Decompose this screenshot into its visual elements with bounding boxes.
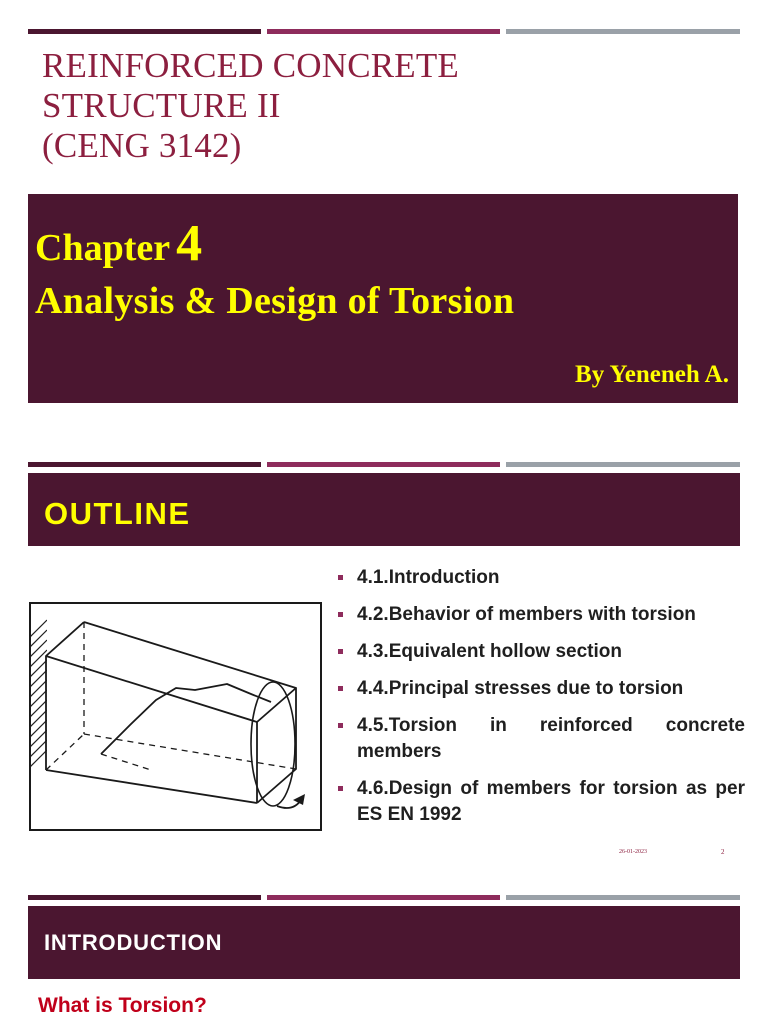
chapter-heading (35, 216, 202, 276)
author-credit: By Yeneneh A. (575, 361, 729, 388)
outline-header-bar (28, 473, 740, 546)
chapter-title: Analysis & Design of Torsion (35, 280, 515, 322)
chapter-banner (28, 194, 738, 403)
outline-item-text: 4.3.Equivalent hollow section (357, 641, 622, 662)
outline-item-text: 4.1.Introduction (357, 567, 500, 588)
middle-rule-grey (506, 462, 740, 467)
bottom-rule-mid (267, 895, 500, 900)
chapter-label: Chapter (35, 227, 171, 269)
chapter-number: 4 (176, 215, 203, 272)
torsion-beam-figure (29, 602, 322, 831)
introduction-heading: INTRODUCTION (44, 930, 223, 955)
outline-item-rc-members (337, 713, 745, 765)
outline-item-principal-stresses (337, 676, 745, 702)
outline-item-text: 4.6.Design of members for torsion as per ES EN 1992 (357, 778, 745, 825)
outline-list (337, 565, 745, 839)
outline-item-introduction (337, 565, 745, 591)
course-title-line-2: STRUCTURE II (42, 86, 281, 125)
outline-item-text: 4.2.Behavior of members with torsion (357, 604, 696, 625)
slide-page-number: 2 (721, 848, 725, 856)
middle-rule-dark (28, 462, 261, 467)
bottom-rule-dark (28, 895, 261, 900)
outline-item-hollow-section (337, 639, 745, 665)
what-is-torsion-question: What is Torsion? (38, 994, 207, 1017)
outline-item-text: 4.5.Torsion in reinforced concrete members (357, 715, 745, 762)
introduction-header-bar (28, 906, 740, 979)
course-code: (CENG 3142) (42, 126, 242, 165)
top-rule-mid (267, 29, 500, 34)
top-rule-dark (28, 29, 261, 34)
twisted-beam-diagram (31, 604, 320, 829)
bullet-square-icon (338, 575, 343, 580)
course-title (42, 46, 459, 166)
slide-date: 26-01-2023 (619, 849, 647, 855)
bullet-square-icon (338, 612, 343, 617)
outline-heading: OUTLINE (44, 496, 191, 531)
top-rule-grey (506, 29, 740, 34)
outline-item-behavior (337, 602, 745, 628)
bottom-rule-grey (506, 895, 740, 900)
bullet-square-icon (338, 649, 343, 654)
bullet-square-icon (338, 686, 343, 691)
fixed-support-hatching (31, 620, 47, 768)
outline-item-text: 4.4.Principal stresses due to torsion (357, 678, 684, 699)
middle-rule-mid (267, 462, 500, 467)
bullet-square-icon (338, 723, 343, 728)
bullet-square-icon (338, 786, 343, 791)
course-title-line-1: REINFORCED CONCRETE (42, 46, 460, 85)
outline-item-design (337, 776, 745, 828)
